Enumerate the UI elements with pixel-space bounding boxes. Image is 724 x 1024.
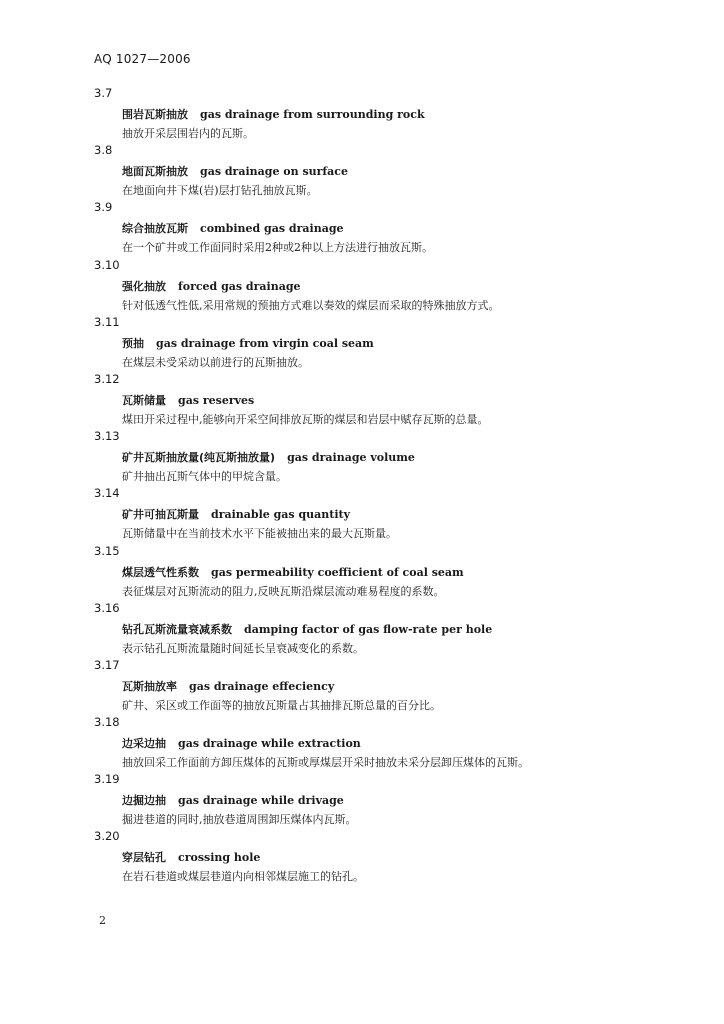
term-number: 3.12 — [94, 371, 120, 386]
term-number: 3.13 — [94, 429, 120, 444]
term-title — [122, 106, 425, 122]
term-definition: 瓦斯储量中在当前技术水平下能被抽出来的最大瓦斯量。 — [122, 527, 397, 541]
term-title — [122, 220, 344, 236]
term-title — [122, 278, 301, 294]
term-chinese: 矿井可抽瓦斯量 — [122, 508, 199, 522]
term-definition: 抽放回采工作面前方卸压煤体的瓦斯或厚煤层开采时抽放未采分层卸压煤体的瓦斯。 — [122, 756, 529, 770]
term-entry — [94, 658, 654, 715]
term-number: 3.15 — [94, 543, 120, 558]
term-title — [122, 735, 361, 751]
term-definition: 在岩石巷道或煤层巷道内向相邻煤层施工的钻孔。 — [122, 870, 364, 884]
term-definition: 针对低透气性低,采用常规的预抽方式难以奏效的煤层而采取的特殊抽放方式。 — [122, 298, 500, 312]
term-entry — [94, 486, 654, 543]
term-definition: 在地面向井下煤(岩)层打钻孔抽放瓦斯。 — [122, 184, 318, 198]
term-definition: 表示钻孔瓦斯流量随时间延长呈衰减变化的系数。 — [122, 641, 364, 655]
term-entry — [94, 715, 654, 772]
term-definition: 矿井、采区或工作面等的抽放瓦斯量占其抽排瓦斯总量的百分比。 — [122, 698, 441, 712]
term-title — [122, 564, 464, 580]
term-english: combined gas drainage — [200, 222, 344, 236]
document-header: AQ 1027—2006 — [94, 52, 191, 66]
term-chinese: 边采边抽 — [122, 737, 166, 751]
term-number: 3.11 — [94, 314, 120, 329]
term-title — [122, 621, 492, 637]
term-number: 3.8 — [94, 143, 113, 158]
term-entry — [94, 772, 654, 829]
term-chinese: 钻孔瓦斯流量衰减系数 — [122, 622, 232, 636]
term-english: crossing hole — [178, 851, 261, 865]
term-title — [122, 449, 415, 465]
term-definition: 表征煤层对瓦斯流动的阻力,反映瓦斯沿煤层流动难易程度的系数。 — [122, 584, 445, 598]
term-entry — [94, 143, 654, 200]
term-entry — [94, 601, 654, 658]
term-title — [122, 506, 350, 522]
term-english: gas drainage on surface — [200, 165, 348, 179]
term-chinese: 围岩瓦斯抽放 — [122, 108, 188, 121]
term-english: gas reserves — [178, 393, 255, 407]
term-chinese: 瓦斯储量 — [122, 393, 166, 407]
term-english: gas drainage effeciency — [189, 679, 335, 693]
term-entry — [94, 544, 654, 601]
term-chinese: 煤层透气性系数 — [122, 565, 199, 579]
term-definition: 掘进巷道的同时,抽放巷道周围卸压煤体内瓦斯。 — [122, 813, 357, 827]
term-english: gas permeability coefficient of coal seam — [211, 565, 464, 579]
term-title — [122, 335, 374, 351]
term-definition: 抽放开采层围岩内的瓦斯。 — [122, 127, 254, 140]
page-number: 2 — [99, 914, 106, 927]
term-entry — [94, 315, 654, 372]
term-definition: 煤田开采过程中,能够向开采空间排放瓦斯的煤层和岩层中赋存瓦斯的总量。 — [122, 412, 489, 426]
term-chinese: 预抽 — [122, 336, 144, 350]
term-title — [122, 163, 348, 179]
term-chinese: 瓦斯抽放率 — [122, 679, 177, 693]
term-number: 3.19 — [94, 772, 120, 787]
term-number: 3.18 — [94, 715, 120, 730]
term-entry — [94, 829, 654, 886]
term-number: 3.16 — [94, 600, 120, 615]
term-entry — [94, 258, 654, 315]
term-chinese: 地面瓦斯抽放 — [122, 165, 188, 179]
term-number: 3.20 — [94, 829, 120, 844]
term-chinese: 穿层钻孔 — [122, 851, 166, 865]
term-english: gas drainage from virgin coal seam — [156, 336, 374, 350]
term-number: 3.10 — [94, 257, 120, 272]
term-definition: 在一个矿井或工作面同时采用2种或2种以上方法进行抽放瓦斯。 — [122, 241, 433, 255]
term-chinese: 综合抽放瓦斯 — [122, 222, 188, 236]
term-chinese: 矿井瓦斯抽放量(纯瓦斯抽放量) — [122, 451, 276, 465]
term-definition: 在煤层未受采动以前进行的瓦斯抽放。 — [122, 355, 309, 369]
terms-list — [94, 86, 654, 887]
term-english: gas drainage from surrounding rock — [200, 108, 425, 121]
term-english: gas drainage volume — [287, 451, 415, 465]
term-english: forced gas drainage — [178, 279, 301, 293]
term-title — [122, 392, 254, 408]
term-definition: 矿井抽出瓦斯气体中的甲烷含量。 — [122, 470, 287, 484]
term-entry — [94, 200, 654, 257]
term-english: drainable gas quantity — [211, 508, 351, 522]
term-chinese: 边掘边抽 — [122, 794, 166, 808]
term-entry — [94, 372, 654, 429]
term-number: 3.14 — [94, 486, 120, 501]
term-entry — [94, 86, 654, 143]
term-number: 3.17 — [94, 657, 120, 672]
term-entry — [94, 429, 654, 486]
term-title — [122, 678, 334, 694]
term-chinese: 强化抽放 — [122, 279, 166, 293]
term-number: 3.9 — [94, 200, 113, 215]
term-title — [122, 849, 260, 865]
term-english: damping factor of gas flow-rate per hole — [244, 622, 493, 636]
term-english: gas drainage while extraction — [178, 737, 361, 751]
term-number: 3.7 — [94, 86, 113, 100]
term-title — [122, 792, 344, 808]
term-english: gas drainage while drivage — [178, 794, 344, 808]
